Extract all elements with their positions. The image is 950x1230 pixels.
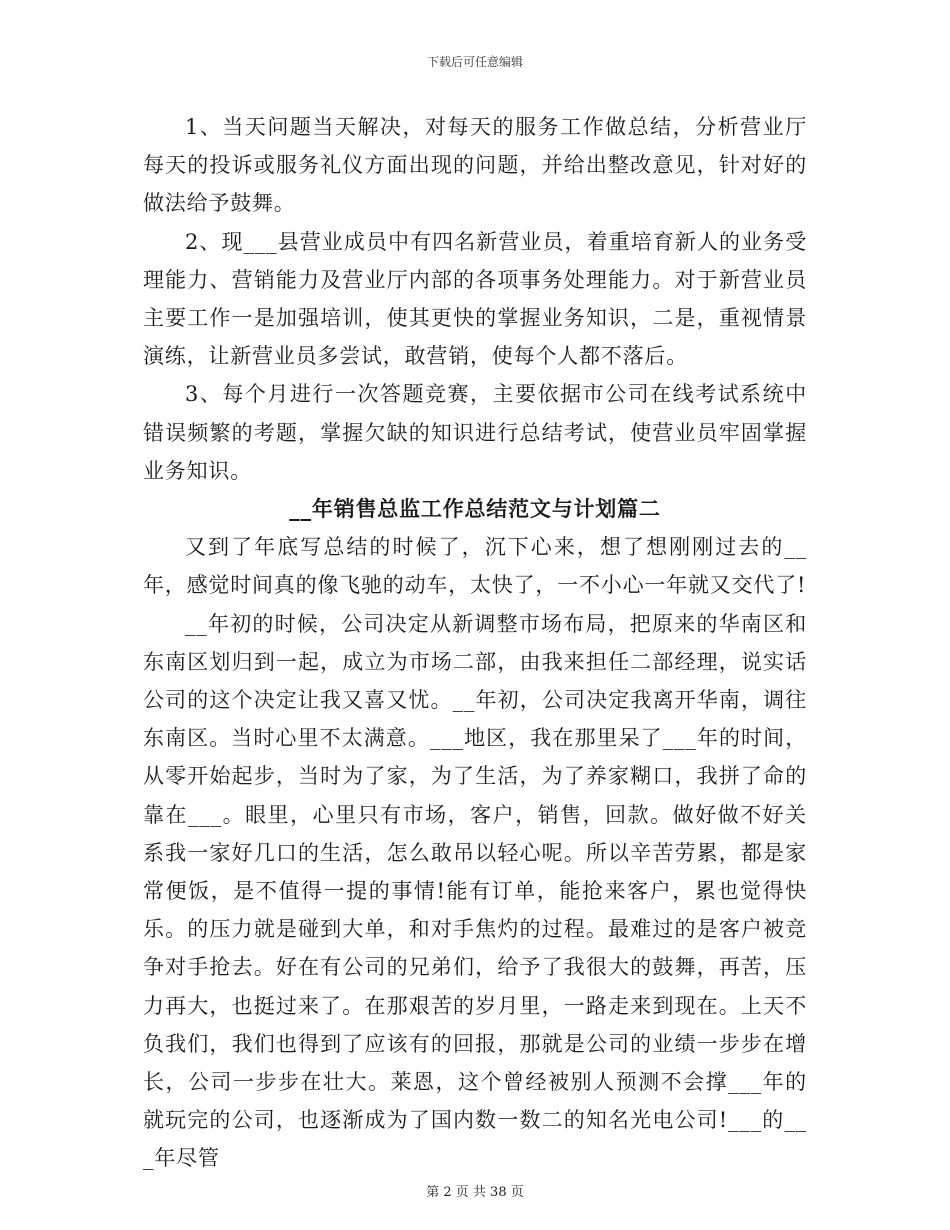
paragraph-1: 1、当天问题当天解决，对每天的服务工作做总结，分析营业厅每天的投诉或服务礼仪方面出现的问题，并给出整改意见，针对好的做法给予鼓舞。: [143, 115, 807, 216]
paragraph-4: 又到了年底写总结的时候了，沉下心来，想了想刚刚过去的__年，感觉时间真的像飞驰的动车，太快了，一不小心一年就又交代了!: [143, 535, 807, 598]
page-number-footer: 第 2 页 共 38 页: [426, 1185, 524, 1200]
paragraph-2: 2、现___县营业成员中有四名新营业员，着重培育新人的业务受理能力、营销能力及营业厅内部的各项事务处理能力。对于新营业员主要工作一是加强培训，使其更快的掌握业务知识，二是，重视情景演练，让新营业员多尝试，敢营销，使每个人都不落后。: [143, 229, 807, 369]
paragraph-5: __年初的时候，公司决定从新调整市场布局，把原来的华南区和东南区划归到一起，成立为市场二部，由我来担任二部经理，说实话公司的这个决定让我又喜又忧。__年初，公司决定我离开华南，调往东南区。当时心里不太满意。___地区，我在那里呆了___年的时间，从零开始起步，当时为了家，为了生活，为了养家糊口，我拼了命的靠在___。眼里，心里只有市场，客户，销售，回款。做好做不好关系我一家好几口的生活，怎么敢吊以轻心呢。所以辛苦劳累，都是家常便饭，是不值得一提的事情!能有订单，能抢来客户，累也觉得快乐。的压力就是碰到大单，和对手焦灼的过程。最难过的是客户被竞争对手抢去。好在有公司的兄弟们，给予了我很大的鼓舞，再苦，压力再大，也挺过来了。在那艰苦的岁月里，一路走来到现在。上天不负我们，我们也得到了应该有的回报，那就是公司的业绩一步步在增长，公司一步步在壮大。莱恩，这个曾经被别人预测不会撑___年的就玩完的公司，也逐渐成为了国内数一数二的知名光电公司!___的___年尽管: [143, 611, 807, 1171]
page-header-note: 下载后可任意编辑: [426, 55, 523, 69]
document-body: [143, 108, 807, 1178]
paragraph-3: 3、每个月进行一次答题竞赛，主要依据市公司在线考试系统中错误频繁的考题，掌握欠缺的知识进行总结考试，使营业员牢固掌握业务知识。: [143, 382, 807, 483]
section-heading: __年销售总监工作总结范文与计划篇二: [289, 496, 661, 522]
